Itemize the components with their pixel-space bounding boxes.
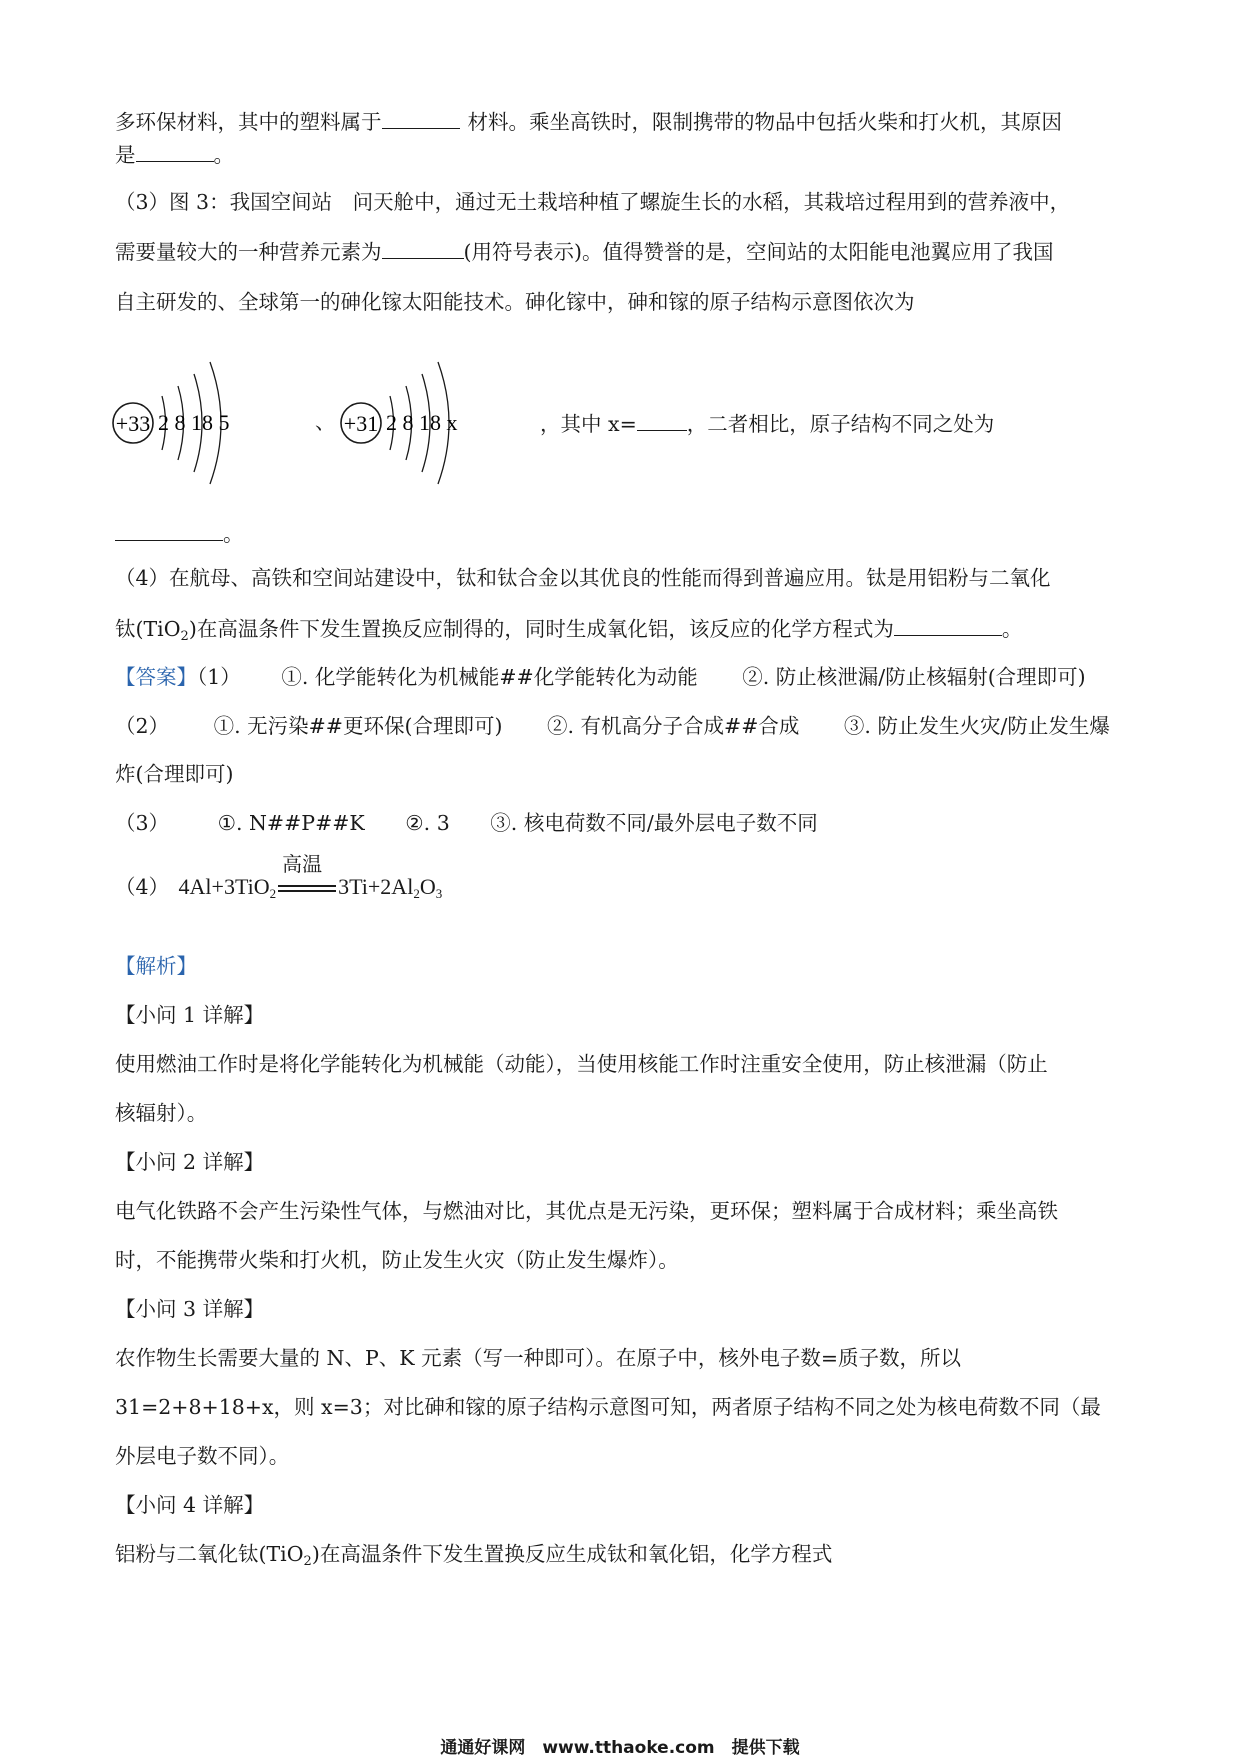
equals-line (278, 890, 336, 892)
q3-text-b: (用符号表示)。值得赞誉的是，空间站的太阳能电池翼应用了我国 (463, 240, 1054, 264)
answer-item: ②. 有机高分子合成##合成 (547, 714, 800, 738)
section-4-heading: 【小问 4 详解】 (115, 1493, 265, 1517)
equation-subscript: 2 (269, 886, 277, 901)
answer-item: ③. 防止发生火灾/防止发生爆 (843, 714, 1110, 738)
atom-nucleus-label: +33 (115, 411, 151, 436)
answer-item: ②. 3 (405, 811, 450, 835)
q2-line2 (115, 143, 234, 166)
analysis-label: 【解析】 (115, 954, 197, 978)
equation-subscript: 3 (435, 886, 443, 901)
section-4-text (115, 1542, 833, 1569)
answer-number: （1） (197, 665, 241, 689)
answer-row-4 (115, 851, 443, 901)
answer-blank (894, 617, 1002, 636)
equation-reactants: 4Al+3TiO (178, 874, 270, 899)
answer-blank (382, 240, 464, 259)
answer-row-3 (115, 813, 818, 834)
q3-line1: （3）图 3：我国空间站 问天舱中，通过无土栽培种植了螺旋生长的水稻，其栽培过程用到的营养液中， (115, 190, 1071, 214)
answer-item: ③. 核电荷数不同/最外层电子数不同 (490, 811, 818, 835)
answer-item: ②. 防止核泄漏/防止核辐射(合理即可) (742, 665, 1086, 689)
q4-line2 (115, 617, 1023, 644)
answer-number: （3） (115, 811, 170, 835)
q4-text-c: 。 (1001, 617, 1023, 641)
answer-item: ①. N##P##K (217, 811, 365, 835)
section-1-text: 核辐射）。 (115, 1101, 208, 1125)
equals-line (278, 885, 336, 887)
atom-diagram-arsenic (110, 340, 270, 500)
answer-item: ①. 化学能转化为机械能##化学能转化为动能 (281, 665, 698, 689)
answer-label: 【答案】 (115, 665, 197, 689)
section-3-text: 外层电子数不同）。 (115, 1444, 290, 1468)
answer-blank (115, 522, 223, 541)
section-3-text: 31=2+8+18+x，则 x=3；对比砷和镓的原子结构示意图可知，两者原子结构不同之处为核电荷数不同（最 (115, 1395, 1101, 1419)
q2-line1 (115, 110, 1062, 133)
q3-text-a: 需要量较大的一种营养元素为 (115, 240, 382, 264)
section-4-text-a: 铝粉与二氧化钛(TiO (115, 1542, 304, 1566)
atom-electron-config: 2 8 18 5 (158, 410, 230, 435)
q3-text-e: 。 (223, 522, 244, 546)
q4-subscript: 2 (180, 629, 189, 644)
section-2-text: 电气化铁路不会产生污染性气体，与燃油对比，其优点是无污染，更环保；塑料属于合成材料；乘坐高铁 (115, 1199, 1058, 1223)
equation-products: O (419, 874, 436, 899)
section-4-subscript: 2 (303, 1554, 312, 1569)
answer-blank (382, 110, 460, 129)
equation-condition-arrow (278, 851, 336, 894)
q3-line3: 自主研发的、全球第一的砷化镓太阳能技术。砷化镓中，砷和镓的原子结构示意图依次为 (115, 290, 915, 314)
q4-text-b: )在高温条件下发生置换反应制得的，同时生成氧化铝，该反应的化学方程式为 (188, 617, 894, 641)
q2-text-c: 是 (115, 143, 136, 167)
footer-source: 通通好课网 www.tthaoke.com 提供下载 (440, 1738, 800, 1758)
section-3-heading: 【小问 3 详解】 (115, 1297, 265, 1321)
q2-text-a: 多环保材料，其中的塑料属于 (115, 110, 382, 134)
answer-number: （4） (115, 875, 170, 899)
answer-blank (136, 143, 214, 162)
atom-electron-config: 2 8 18 x (386, 410, 458, 435)
atom-nucleus-label: +31 (343, 411, 379, 436)
equation-subscript: 2 (413, 886, 420, 901)
answer-number: （2） (115, 714, 170, 738)
atom-separator: 、 (315, 410, 336, 434)
answer-item: ①. 无污染##更环保(合理即可) (213, 714, 503, 738)
answer-blank (637, 412, 687, 431)
equation-products: 3Ti+2Al (338, 874, 414, 899)
section-2-text: 时，不能携带火柴和打火机，防止发生火灾（防止发生爆炸）。 (115, 1248, 679, 1272)
chemical-equation (178, 851, 443, 901)
q3-text-d: ，二者相比，原子结构不同之处为 (686, 412, 995, 436)
q4-line1: （4）在航母、高铁和空间站建设中，钛和钛合金以其优良的性能而得到普遍应用。钛是用铝粉与二氧化 (115, 566, 1051, 590)
q3-after-diagram (540, 412, 994, 435)
section-2-heading: 【小问 2 详解】 (115, 1150, 265, 1174)
q3-end-line (115, 522, 244, 545)
atom-diagram-gallium (338, 340, 498, 500)
section-1-heading: 【小问 1 详解】 (115, 1003, 265, 1027)
q3-line2 (115, 240, 1054, 263)
q2-text-d: 。 (213, 143, 234, 167)
equation-condition: 高温 (282, 851, 323, 876)
section-3-text: 农作物生长需要大量的 N、P、K 元素（写一种即可）。在原子中，核外电子数=质子数，所以 (115, 1346, 962, 1370)
answer-row-2 (115, 716, 1110, 737)
q4-text-a: 钛(TiO (115, 617, 181, 641)
answer-row-1 (115, 667, 1086, 688)
q3-text-c: ，其中 x= (540, 412, 637, 436)
answer-row-2-cont: 炸(合理即可) (115, 762, 234, 786)
section-4-text-b: )在高温条件下发生置换反应生成钛和氧化铝，化学方程式 (311, 1542, 833, 1566)
section-1-text: 使用燃油工作时是将化学能转化为机械能（动能），当使用核能工作时注重安全使用，防止核泄漏（防止 (115, 1052, 1048, 1076)
q2-text-b: 材料。乘坐高铁时，限制携带的物品中包括火柴和打火机，其原因 (467, 110, 1062, 134)
